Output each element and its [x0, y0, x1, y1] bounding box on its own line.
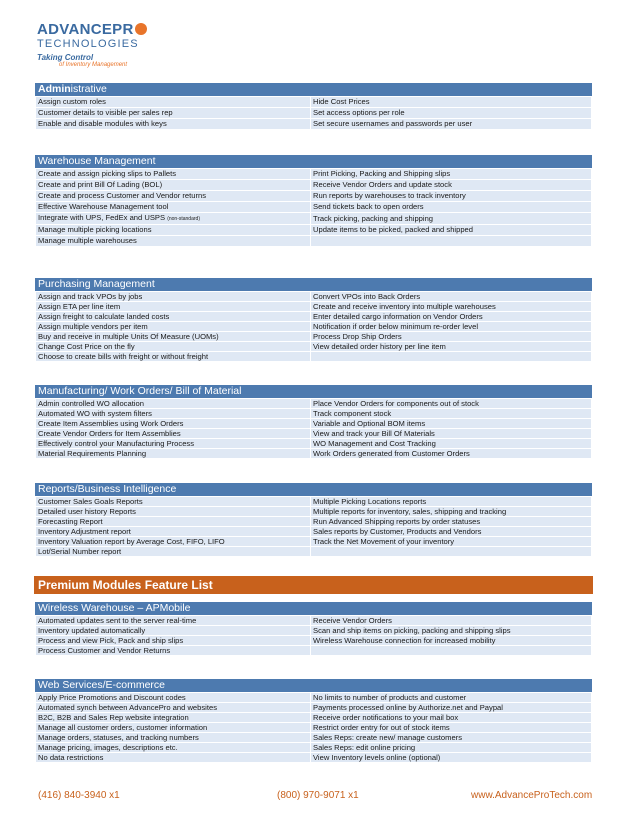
company-logo: [37, 22, 167, 74]
feature-cell-right: Sales Reps: create new/ manage customers: [311, 733, 592, 743]
feature-cell-left: Admin controlled WO allocation: [36, 399, 311, 409]
logo-orange-o-icon: [135, 23, 147, 35]
feature-cell-right: [311, 352, 592, 362]
feature-cell-left: Integrate with UPS, FedEx and USPS (non-standard): [36, 213, 311, 225]
table-row: [36, 497, 592, 507]
table-row: [36, 547, 592, 557]
feature-cell-right: Hide Cost Prices: [311, 97, 592, 108]
feature-cell-left: Create Item Assemblies using Work Orders: [36, 419, 311, 429]
table-row: [36, 312, 592, 322]
footer-phone-tollfree: (800) 970-9071 x1: [277, 790, 359, 801]
feature-cell-right: View Inventory levels online (optional): [311, 753, 592, 763]
section-reports: [35, 483, 592, 557]
section-title: Reports/Business Intelligence: [35, 483, 592, 496]
table-row: [36, 743, 592, 753]
table-row: [36, 753, 592, 763]
table-row: [36, 225, 592, 236]
table-row: [36, 97, 592, 108]
feature-table: [35, 96, 592, 130]
feature-table: [35, 692, 592, 763]
feature-cell-right: View detailed order history per line item: [311, 342, 592, 352]
feature-cell-left: Create Vendor Orders for Item Assemblies: [36, 429, 311, 439]
table-row: [36, 646, 592, 656]
feature-cell-left: Change Cost Price on the fly: [36, 342, 311, 352]
feature-cell-right: Create and receive inventory into multiple warehouses: [311, 302, 592, 312]
table-row: [36, 409, 592, 419]
feature-cell-left: Lot/Serial Number report: [36, 547, 311, 557]
section-title: Wireless Warehouse – APMobile: [35, 602, 592, 615]
table-row: [36, 507, 592, 517]
feature-cell-right: Convert VPOs into Back Orders: [311, 292, 592, 302]
table-row: [36, 517, 592, 527]
feature-table: [35, 168, 592, 247]
logo-wordmark: ADVANCEPR: [37, 22, 167, 37]
feature-cell-right: No limits to number of products and customer: [311, 693, 592, 703]
feature-cell-left: Customer Sales Goals Reports: [36, 497, 311, 507]
table-row: [36, 119, 592, 130]
feature-cell-left: B2C, B2B and Sales Rep website integration: [36, 713, 311, 723]
feature-cell-right: Sales Reps: edit online pricing: [311, 743, 592, 753]
footer-website-link[interactable]: www.AdvanceProTech.com: [471, 790, 593, 801]
table-row: [36, 636, 592, 646]
feature-cell-left: Assign and track VPOs by jobs: [36, 292, 311, 302]
feature-cell-right: Receive order notifications to your mail box: [311, 713, 592, 723]
table-row: [36, 236, 592, 247]
table-row: [36, 213, 592, 225]
feature-cell-left: Process Customer and Vendor Returns: [36, 646, 311, 656]
feature-cell-right: Receive Vendor Orders and update stock: [311, 180, 592, 191]
feature-cell-right: [311, 646, 592, 656]
premium-modules-banner: Premium Modules Feature List: [34, 576, 593, 594]
section-title: Warehouse Management: [35, 155, 592, 168]
feature-cell-right: Run reports by warehouses to track inventory: [311, 191, 592, 202]
table-row: [36, 693, 592, 703]
table-row: [36, 733, 592, 743]
table-row: [36, 616, 592, 626]
feature-cell-left: Inventory updated automatically: [36, 626, 311, 636]
footer-phone-local: (416) 840-3940 x1: [38, 790, 120, 801]
table-row: [36, 342, 592, 352]
feature-cell-left: Forecasting Report: [36, 517, 311, 527]
feature-cell-left: Manage orders, statuses, and tracking numbers: [36, 733, 311, 743]
logo-subtitle: TECHNOLOGIES: [37, 38, 139, 50]
section-warehouse-management: [35, 155, 592, 247]
feature-cell-left: Effectively control your Manufacturing Process: [36, 439, 311, 449]
feature-cell-right: Multiple Picking Locations reports: [311, 497, 592, 507]
feature-cell-right: Payments processed online by Authorize.net and Paypal: [311, 703, 592, 713]
feature-cell-right: Enter detailed cargo information on Vendor Orders: [311, 312, 592, 322]
feature-cell-left: Customer details to visible per sales rep: [36, 108, 311, 119]
feature-cell-right: Update items to be picked, packed and shipped: [311, 225, 592, 236]
feature-cell-left: Manage all customer orders, customer information: [36, 723, 311, 733]
feature-cell-right: Run Advanced Shipping reports by order statuses: [311, 517, 592, 527]
table-row: [36, 108, 592, 119]
table-row: [36, 322, 592, 332]
table-row: [36, 537, 592, 547]
feature-cell-right: Track the Net Movement of your inventory: [311, 537, 592, 547]
section-administrative: [35, 83, 592, 130]
feature-cell-right: View and track your Bill Of Materials: [311, 429, 592, 439]
table-row: [36, 352, 592, 362]
logo-tagline-sub: of Inventory Management: [59, 62, 128, 68]
feature-cell-left: Detailed user history Reports: [36, 507, 311, 517]
section-title: Administrative: [35, 83, 592, 96]
feature-cell-left: Manage multiple warehouses: [36, 236, 311, 247]
feature-cell-right: Set secure usernames and passwords per user: [311, 119, 592, 130]
feature-cell-right: Place Vendor Orders for components out of stock: [311, 399, 592, 409]
table-row: [36, 527, 592, 537]
feature-cell-left: Enable and disable modules with keys: [36, 119, 311, 130]
feature-cell-right: Send tickets back to open orders: [311, 202, 592, 213]
section-purchasing-management: [35, 278, 592, 362]
section-wireless-warehouse: [35, 602, 592, 656]
table-row: [36, 399, 592, 409]
feature-cell-right: Wireless Warehouse connection for increased mobility: [311, 636, 592, 646]
feature-cell-left: Automated synch between AdvancePro and websites: [36, 703, 311, 713]
feature-cell-right: Variable and Optional BOM items: [311, 419, 592, 429]
table-row: [36, 439, 592, 449]
feature-table: [35, 615, 592, 656]
feature-cell-left: Process and view Pick, Pack and ship slips: [36, 636, 311, 646]
feature-cell-left: Inventory Adjustment report: [36, 527, 311, 537]
feature-cell-right: Track picking, packing and shipping: [311, 213, 592, 225]
feature-cell-right: Receive Vendor Orders: [311, 616, 592, 626]
table-row: [36, 449, 592, 459]
feature-cell-right: Print Picking, Packing and Shipping slips: [311, 169, 592, 180]
feature-cell-right: Multiple reports for inventory, sales, shipping and tracking: [311, 507, 592, 517]
feature-cell-right: Track component stock: [311, 409, 592, 419]
feature-cell-left: Create and print Bill Of Lading (BOL): [36, 180, 311, 191]
feature-cell-right: WO Management and Cost Tracking: [311, 439, 592, 449]
feature-cell-right: Set access options per role: [311, 108, 592, 119]
non-standard-note: (non-standard): [167, 216, 200, 222]
feature-cell-right: [311, 236, 592, 247]
table-row: [36, 180, 592, 191]
feature-cell-left: Apply Price Promotions and Discount codes: [36, 693, 311, 703]
table-row: [36, 723, 592, 733]
feature-cell-right: Scan and ship items on picking, packing and shipping slips: [311, 626, 592, 636]
table-row: [36, 191, 592, 202]
feature-table: [35, 291, 592, 362]
table-row: [36, 302, 592, 312]
feature-cell-left: Assign custom roles: [36, 97, 311, 108]
feature-table: [35, 398, 592, 459]
feature-cell-right: Notification if order below minimum re-order level: [311, 322, 592, 332]
feature-cell-left: Manage pricing, images, descriptions etc.: [36, 743, 311, 753]
table-row: [36, 292, 592, 302]
table-row: [36, 703, 592, 713]
feature-cell-left: Assign ETA per line item: [36, 302, 311, 312]
feature-cell-left: Create and process Customer and Vendor returns: [36, 191, 311, 202]
section-manufacturing: [35, 385, 592, 459]
table-row: [36, 713, 592, 723]
section-title: Manufacturing/ Work Orders/ Bill of Material: [35, 385, 592, 398]
table-row: [36, 332, 592, 342]
feature-cell-left: No data restrictions: [36, 753, 311, 763]
feature-cell-right: Restrict order entry for out of stock items: [311, 723, 592, 733]
feature-cell-right: Work Orders generated from Customer Orders: [311, 449, 592, 459]
section-title: Web Services/E-commerce: [35, 679, 592, 692]
feature-cell-left: Choose to create bills with freight or without freight: [36, 352, 311, 362]
table-row: [36, 169, 592, 180]
feature-cell-left: Material Requirements Planning: [36, 449, 311, 459]
table-row: [36, 419, 592, 429]
feature-cell-left: Inventory Valuation report by Average Cost, FIFO, LIFO: [36, 537, 311, 547]
table-row: [36, 626, 592, 636]
feature-cell-left: Manage multiple picking locations: [36, 225, 311, 236]
feature-cell-left: Create and assign picking slips to Pallets: [36, 169, 311, 180]
feature-cell-left: Buy and receive in multiple Units Of Measure (UOMs): [36, 332, 311, 342]
feature-cell-left: Assign multiple vendors per item: [36, 322, 311, 332]
feature-cell-left: Automated updates sent to the server real-time: [36, 616, 311, 626]
feature-table: [35, 496, 592, 557]
feature-cell-right: Process Drop Ship Orders: [311, 332, 592, 342]
logo-tagline: Taking Control: [37, 53, 94, 62]
feature-cell-left: Effective Warehouse Management tool: [36, 202, 311, 213]
table-row: [36, 429, 592, 439]
section-web-services: [35, 679, 592, 763]
feature-cell-left: Automated WO with system filters: [36, 409, 311, 419]
feature-cell-left: Assign freight to calculate landed costs: [36, 312, 311, 322]
feature-cell-right: [311, 547, 592, 557]
feature-cell-right: Sales reports by Customer, Products and Vendors: [311, 527, 592, 537]
section-title: Purchasing Management: [35, 278, 592, 291]
table-row: [36, 202, 592, 213]
